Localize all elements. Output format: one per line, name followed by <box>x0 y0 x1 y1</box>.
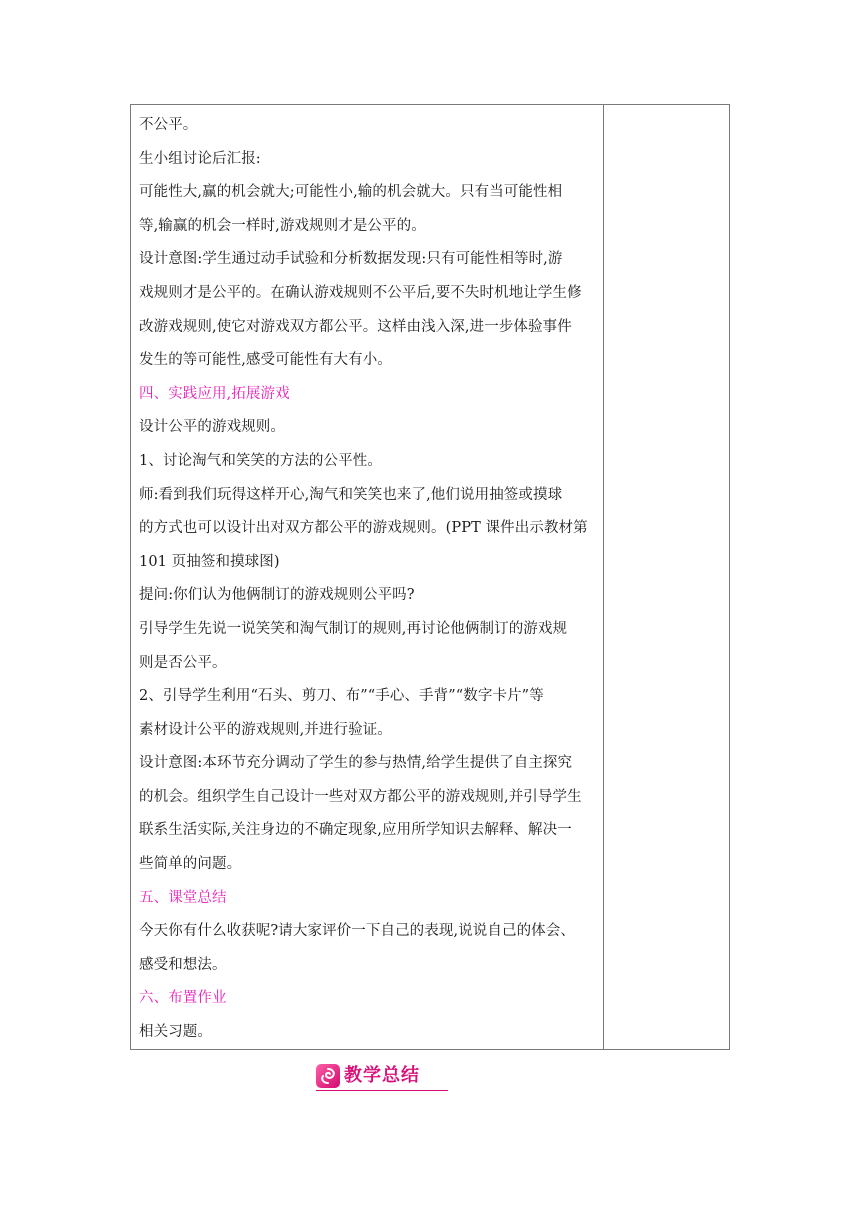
text-line: 提问:你们认为他俩制订的游戏规则公平吗? <box>139 587 415 604</box>
column-divider <box>603 105 604 1049</box>
text-line: 不公平。 <box>139 117 198 133</box>
text-line: 些简单的问题。 <box>139 856 242 873</box>
text-line: 设计意图:本环节充分调动了学生的参与热情,给学生提供了自主探究 <box>139 755 573 772</box>
banner-underline <box>316 1090 448 1091</box>
text-line: 2、引导学生利用“石头、剪刀、布”“手心、手背”“数字卡片”等 <box>139 688 544 705</box>
text-line: 101 页抽签和摸球图) <box>139 553 280 570</box>
text-line: 素材设计公平的游戏规则,并进行验证。 <box>139 721 392 738</box>
text-line: 设计意图:学生通过动手试验和分析数据发现:只有可能性相等时,游 <box>139 251 563 268</box>
lesson-content-cell <box>139 109 597 1050</box>
text-line: 则是否公平。 <box>139 654 227 671</box>
section-heading: 五、课堂总结 <box>139 889 227 906</box>
text-line: 联系生活实际,关注身边的不确定现象,应用所学知识去解释、解决一 <box>139 822 572 839</box>
text-line: 师:看到我们玩得这样开心,淘气和笑笑也来了,他们说用抽签或摸球 <box>139 486 563 503</box>
teaching-summary-banner <box>316 1064 448 1092</box>
section-heading: 四、实践应用,拓展游戏 <box>139 385 290 402</box>
text-line: 相关习题。 <box>139 1024 212 1041</box>
lesson-table <box>130 104 730 1050</box>
text-line: 生小组讨论后汇报: <box>139 150 261 167</box>
text-line: 引导学生先说一说笑笑和淘气制订的规则,再讨论他俩制订的游戏规 <box>139 620 568 637</box>
text-line: 戏规则才是公平的。在确认游戏规则不公平后,要不失时机地让学生修 <box>139 284 582 301</box>
text-line: 今天你有什么收获呢?请大家评价一下自己的表现,说说自己的体会、 <box>139 923 575 940</box>
text-line: 改游戏规则,使它对游戏双方都公平。这样由浅入深,进一步体验事件 <box>139 318 572 335</box>
swirl-logo-icon <box>316 1064 340 1088</box>
text-line: 设计公平的游戏规则。 <box>139 419 285 436</box>
text-line: 的方式也可以设计出对双方都公平的游戏规则。(PPT 课件出示教材第 <box>139 520 588 537</box>
text-line: 的机会。组织学生自己设计一些对双方都公平的游戏规则,并引导学生 <box>139 788 582 805</box>
banner-title: 教学总结 <box>344 1065 420 1086</box>
text-line: 感受和想法。 <box>139 956 227 973</box>
text-line: 1、讨论淘气和笑笑的方法的公平性。 <box>139 452 382 469</box>
section-heading: 六、布置作业 <box>139 990 227 1007</box>
text-line: 可能性大,赢的机会就大;可能性小,输的机会就大。只有当可能性相 <box>139 184 563 201</box>
text-line: 发生的等可能性,感受可能性有大有小。 <box>139 352 392 369</box>
text-line: 等,输赢的机会一样时,游戏规则才是公平的。 <box>139 217 426 234</box>
